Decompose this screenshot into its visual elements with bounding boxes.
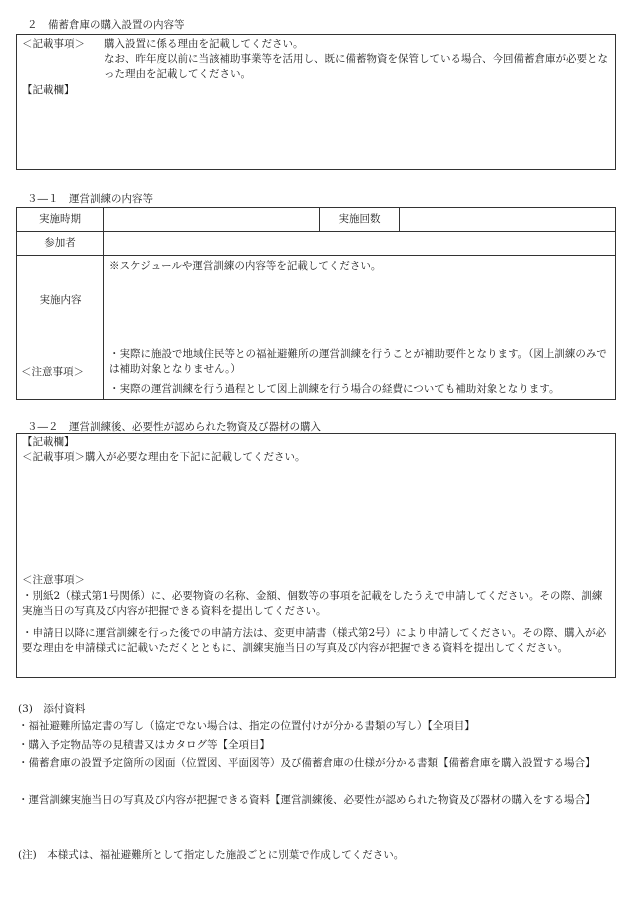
content-note: ※スケジュールや運営訓練の内容等を記載してください。 [109, 260, 382, 272]
participants-label: 参加者 [17, 232, 104, 256]
section3-1-title: ３―１ 運営訓練の内容等 [27, 193, 153, 205]
section3-2-note-line: ＜記載事項＞購入が必要な理由を下記に記載してください。 [22, 451, 306, 463]
content-field[interactable] [104, 256, 616, 400]
training-table [16, 207, 616, 400]
section3-2-caution-2: ・申請日以降に運営訓練を行った後での申請方法は、変更申請書（様式第2号）により申請してください。その際、購入が必要な理由を申請様式に記載いただくとともに、訓練実施当日の写真及び内容が把握できる資料を提出してください。 [22, 627, 607, 654]
section3-2-title: ３―２ 運営訓練後、必要性が認められた物資及び器材の購入 [27, 421, 321, 433]
footnote: (注) 本様式は、福祉避難所として指定した施設ごとに別葉で作成してください。 [18, 849, 405, 861]
section3-2-field-label: 【記載欄】 [22, 436, 75, 448]
section3-2-caution-label: ＜注意事項＞ [22, 574, 85, 586]
attachment-item: ・備蓄倉庫の設置予定箇所の図面（位置図、平面図等）及び備蓄倉庫の仕様が分かる書類【備蓄倉庫を購入設置する場合】 [18, 757, 596, 769]
content-label: 実施内容 [39, 294, 82, 306]
caution-item-2: ・実際の運営訓練を行う過程として図上訓練を行う場合の経費についても補助対象となります。 [109, 383, 560, 395]
section2-title: ２ 備蓄倉庫の購入設置の内容等 [27, 19, 185, 31]
content-label-cell [17, 256, 104, 400]
section2-note-line1: 購入設置に係る理由を記載してください。 [104, 38, 304, 50]
section3-2-entry-box[interactable] [16, 433, 616, 678]
participants-field[interactable] [104, 232, 616, 256]
date-field[interactable] [104, 208, 320, 232]
section2-note-line2: なお、昨年度以前に当該補助事業等を活用し、既に備蓄物資を保管している場合、今回備蓄倉庫が必要となった理由を記載してください。 [104, 53, 608, 80]
date-label: 実施時期 [17, 208, 104, 232]
section2-field-label: 【記載欄】 [22, 84, 75, 96]
count-label: 実施回数 [320, 208, 400, 232]
caution-label: ＜注意事項＞ [21, 366, 84, 378]
attachment-item: ・運営訓練実施当日の写真及び内容が把握できる資料【運営訓練後、必要性が認められた物資及び器材の購入をする場合】 [18, 794, 596, 806]
attachments-title: (3) 添付資料 [18, 703, 86, 715]
attachment-item: ・福祉避難所協定書の写し（協定でない場合は、指定の位置付けが分かる書類の写し）【全項目】 [18, 720, 475, 732]
section2-note-label: ＜記載事項＞ [22, 38, 85, 50]
attachment-item: ・購入予定物品等の見積書又はカタログ等【全項目】 [18, 739, 270, 751]
caution-item-1: ・実際に施設で地域住民等との福祉避難所の運営訓練を行うことが補助要件となります。（図上訓練のみでは補助対象となりません。） [109, 348, 607, 375]
count-field[interactable] [400, 208, 616, 232]
section3-2-caution-1: ・別紙2（様式第1号関係）に、必要物資の名称、金額、個数等の事項を記載をしたうえで申請してください。その際、訓練実施当日の写真及び内容が把握できる資料を提出してください。 [22, 590, 603, 617]
